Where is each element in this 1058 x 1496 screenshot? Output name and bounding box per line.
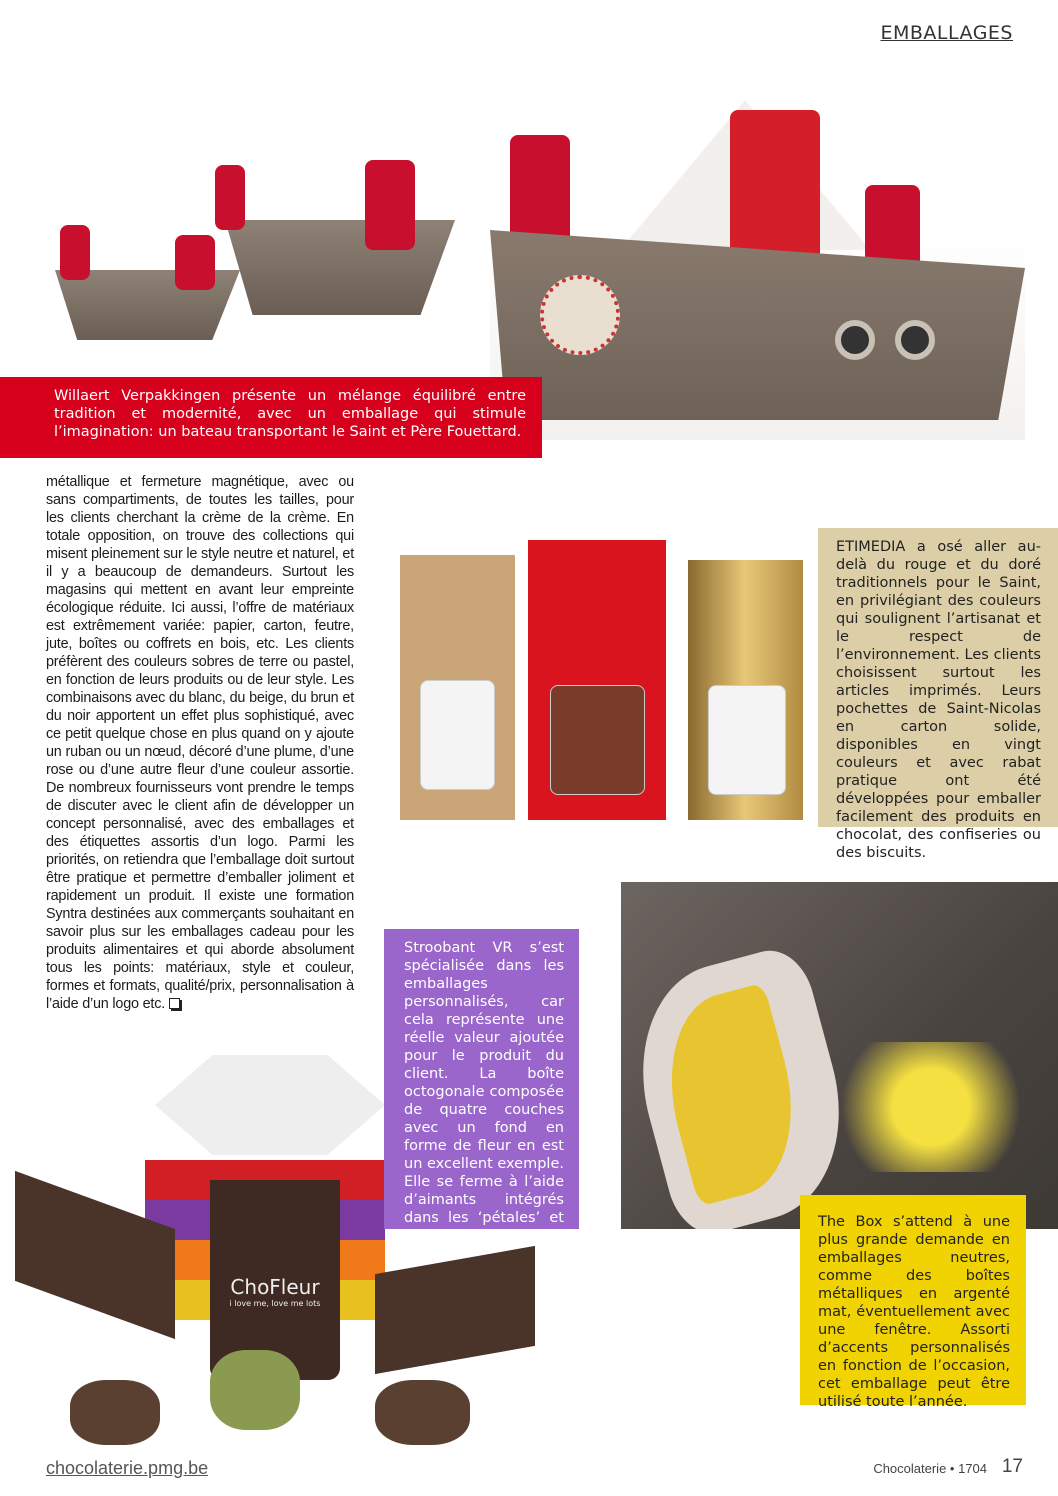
page-number: 17 — [1001, 1456, 1023, 1477]
caption-stroobant — [384, 929, 579, 1244]
caption-text: Willaert Verpakkingen présente un mélange équilibré entre tradition et modernité, avec un emballage qui stimule l’imagination: un bateau transportant le Saint et Père Fouettard. — [54, 388, 526, 440]
small-boats-photo — [25, 100, 465, 350]
gift-boxes-photo — [395, 535, 810, 820]
caption-text: ETIMEDIA a osé aller au-delà du rouge et du doré traditionnels pour le Saint, en privilégiant des couleurs qui soulignent l’artisanat et le respect de l’environnement. Les clients choisissent surtout les articles imprimés. Leurs pochettes de Saint-Nicolas en carton solide, disponibles en vingt couleurs et avec rabat pratique ont été développées pour emballer facilement des produits en chocolat, des confiseries ou des biscuits. — [836, 539, 1041, 861]
chofleur-logo: ChoFleur — [230, 1275, 320, 1299]
body-text: métallique et fermeture magnétique, avec ou sans compartiments, de toutes les tailles, pour les clients cherchant la crème de la crème. En totale opposition, on trouve des collections qui misent pleinement sur le style neutre et naturel, et il y a beaucoup de demandeurs. Surtout les magasins qui mettent en avant leur empreinte écologique réduite. Ici aussi, l’offre de matériaux est extrêmement variée: papier, carton, feutre, jute, boîtes ou coffrets en bois, etc. Les clients préfèrent des couleurs sobres de terre ou pastel, en fonction de leurs produits ou de leur style. Les combinaisons avec du blanc, du beige, du brun et du noir apportent un effet plus sophistiqué, avec ce petit quelque chose en plus quand on y ajoute un ruban ou un nœud, décoré d’une plume, d’une rose ou d’une autre fleur d’une couleur assortie. De nombreux fournisseurs vont prendre le temps de discuter avec le client afin de développer un concept personnalisé, avec des emballages et des étiquettes assortis d’un logo. Parmi les priorités, on retiendra que l’emballage doit surtout être pratique et permettre d’emballer joliment et rapidement un produit. Il existe une formation Syntra destinées aux commerçants souhaitant en savoir plus sur les emballages cadeau pour les produits alimentaires et qui aborde absolument tous les points: matériaux, style et couleur, formes et formats, qualité/prix, personnalisation à l’aide d’un logo etc. — [46, 474, 354, 1012]
chofleur-tagline: i love me, love me lots — [229, 1299, 321, 1308]
banana-tin-photo — [621, 882, 1058, 1229]
magazine-issue: Chocolaterie • 1704 — [873, 1461, 987, 1476]
caption-willaert — [0, 377, 542, 458]
section-title: EMBALLAGES — [880, 22, 1013, 44]
caption-text: Stroobant VR s’est spécialisée dans les emballages personnalisés, car cela représente une réelle valeur ajoutée pour le produit du client. La boîte octogonale composée de quatre couches avec un fond en forme de fleur en est un excellent exemple. Elle se ferme à l’aide d’aimants intégrés dans les ‘pétales’ et dans les bacs. — [404, 940, 564, 1244]
article-body — [46, 473, 354, 1013]
caption-text: The Box s’attend à une plus grande demande en emballages neutres, comme des boîtes métalliques en argenté mat, éventuellement avec une fenêtre. Assorti d’accents personnalisés en fonction de l’occasion, cet emballage peut être utilisé toute l’année. — [818, 1214, 1010, 1410]
caption-etimedia — [818, 528, 1058, 861]
boat-packaging-photo — [490, 50, 1025, 440]
website-link[interactable]: chocolaterie.pmg.be — [46, 1458, 209, 1478]
s-logo-badge — [540, 275, 620, 355]
end-mark-icon — [169, 998, 180, 1009]
caption-thebox — [800, 1195, 1026, 1410]
